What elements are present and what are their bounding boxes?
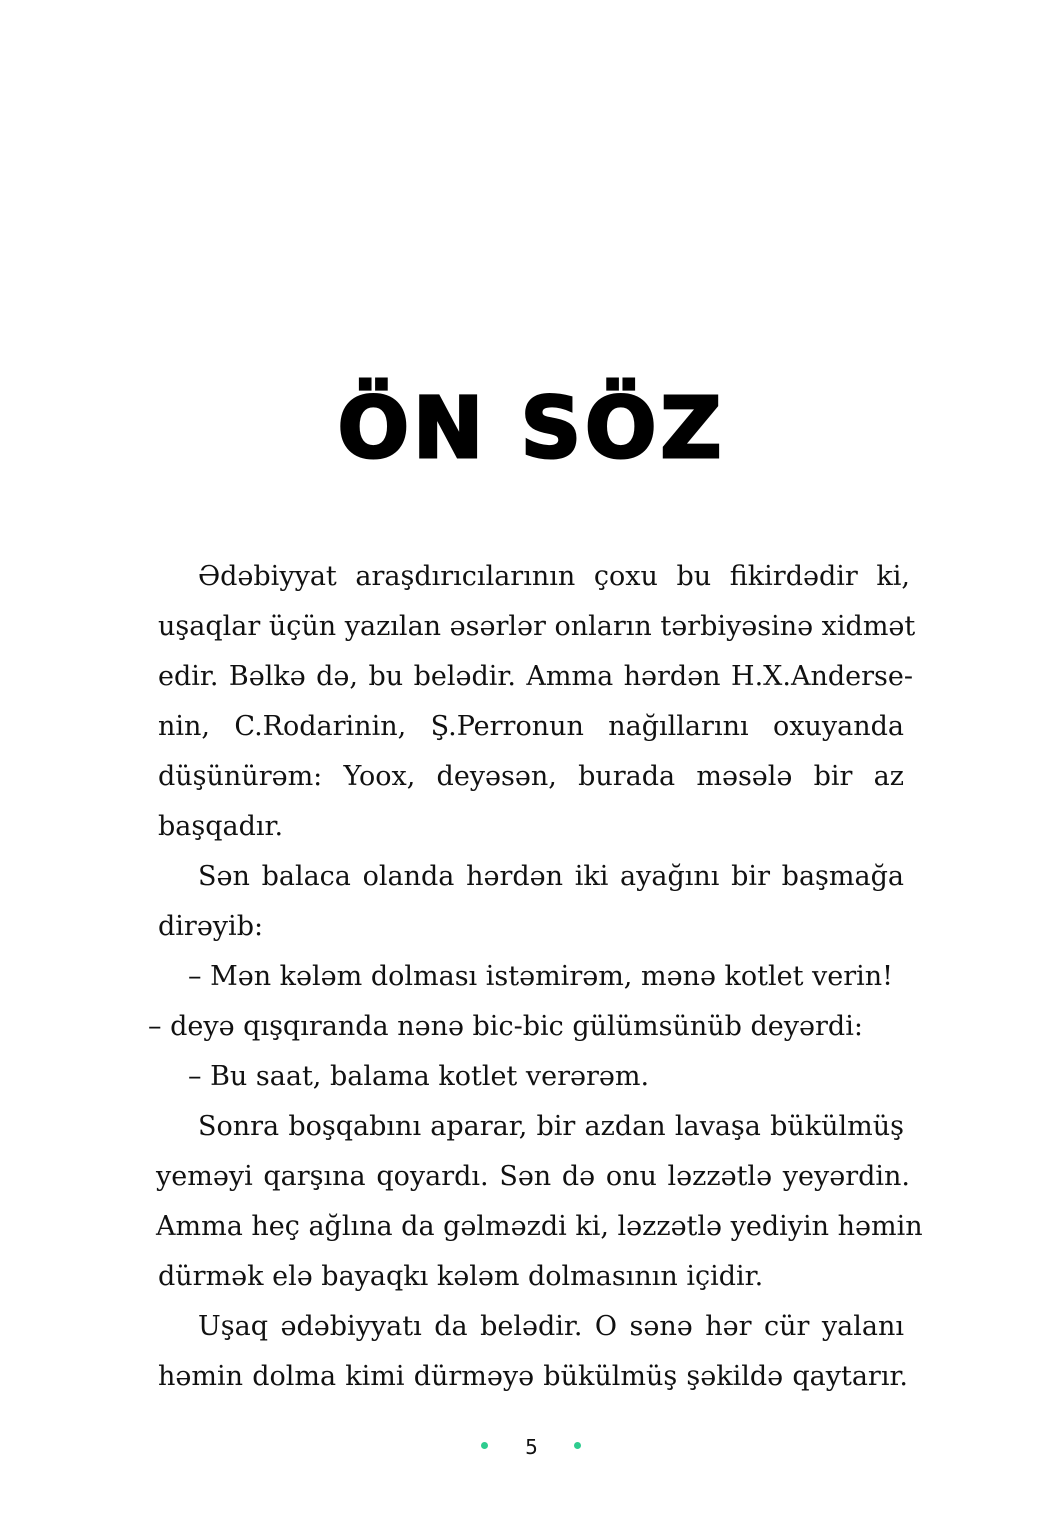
text-line: Ədəbiyyat araşdırıcılarının çoxu bu fikirdədir ki, [198,561,910,592]
page-number: 5 [525,1435,538,1459]
text-line: Sən balaca olanda hərdən iki ayağını bir başmağa [198,861,904,892]
text-line: həmin dolma kimi dürməyə bükülmüş şəkildə qaytarır. [158,1361,908,1392]
text-line: uşaqlar üçün yazılan əsərlər onların tərbiyəsinə xidmət [158,611,916,642]
text-line: Amma heç ağlına da gəlməzdi ki, ləzzətlə yediyin həmin [156,1211,923,1242]
right-dot-icon [574,1442,581,1449]
text-line: dürmək elə bayaqkı kələm dolmasının içidir. [158,1261,764,1292]
text-line: Sonra boşqabını aparar, bir azdan lavaşa bükülmüş [198,1111,904,1142]
text-line: başqadır. [158,811,284,842]
text-line: Uşaq ədəbiyyatı da belədir. O sənə hər cür yalanı [198,1311,904,1342]
page-footer [0,1432,1063,1462]
text-line: – Mən kələm dolması istəmirəm, mənə kotlet verin! [188,961,894,992]
text-line: düşünürəm: Yoox, deyəsən, burada məsələ bir az [158,761,904,792]
text-line: dirəyib: [158,911,264,942]
chapter-title: ÖN SÖZ [337,379,726,477]
text-line: – deyə qışqıranda nənə bic-bic gülümsünüb deyərdi: [148,1011,863,1042]
text-line: yeməyi qarşına qoyardı. Sən də onu ləzzətlə yeyərdin. [156,1161,910,1192]
text-line: – Bu saat, balama kotlet verərəm. [188,1061,650,1092]
text-line: nin, C.Rodarinin, Ş.Perronun nağıllarını oxuyanda [158,711,904,742]
text-line: edir. Bəlkə də, bu belədir. Amma hərdən H.X.Anderse- [158,661,913,692]
